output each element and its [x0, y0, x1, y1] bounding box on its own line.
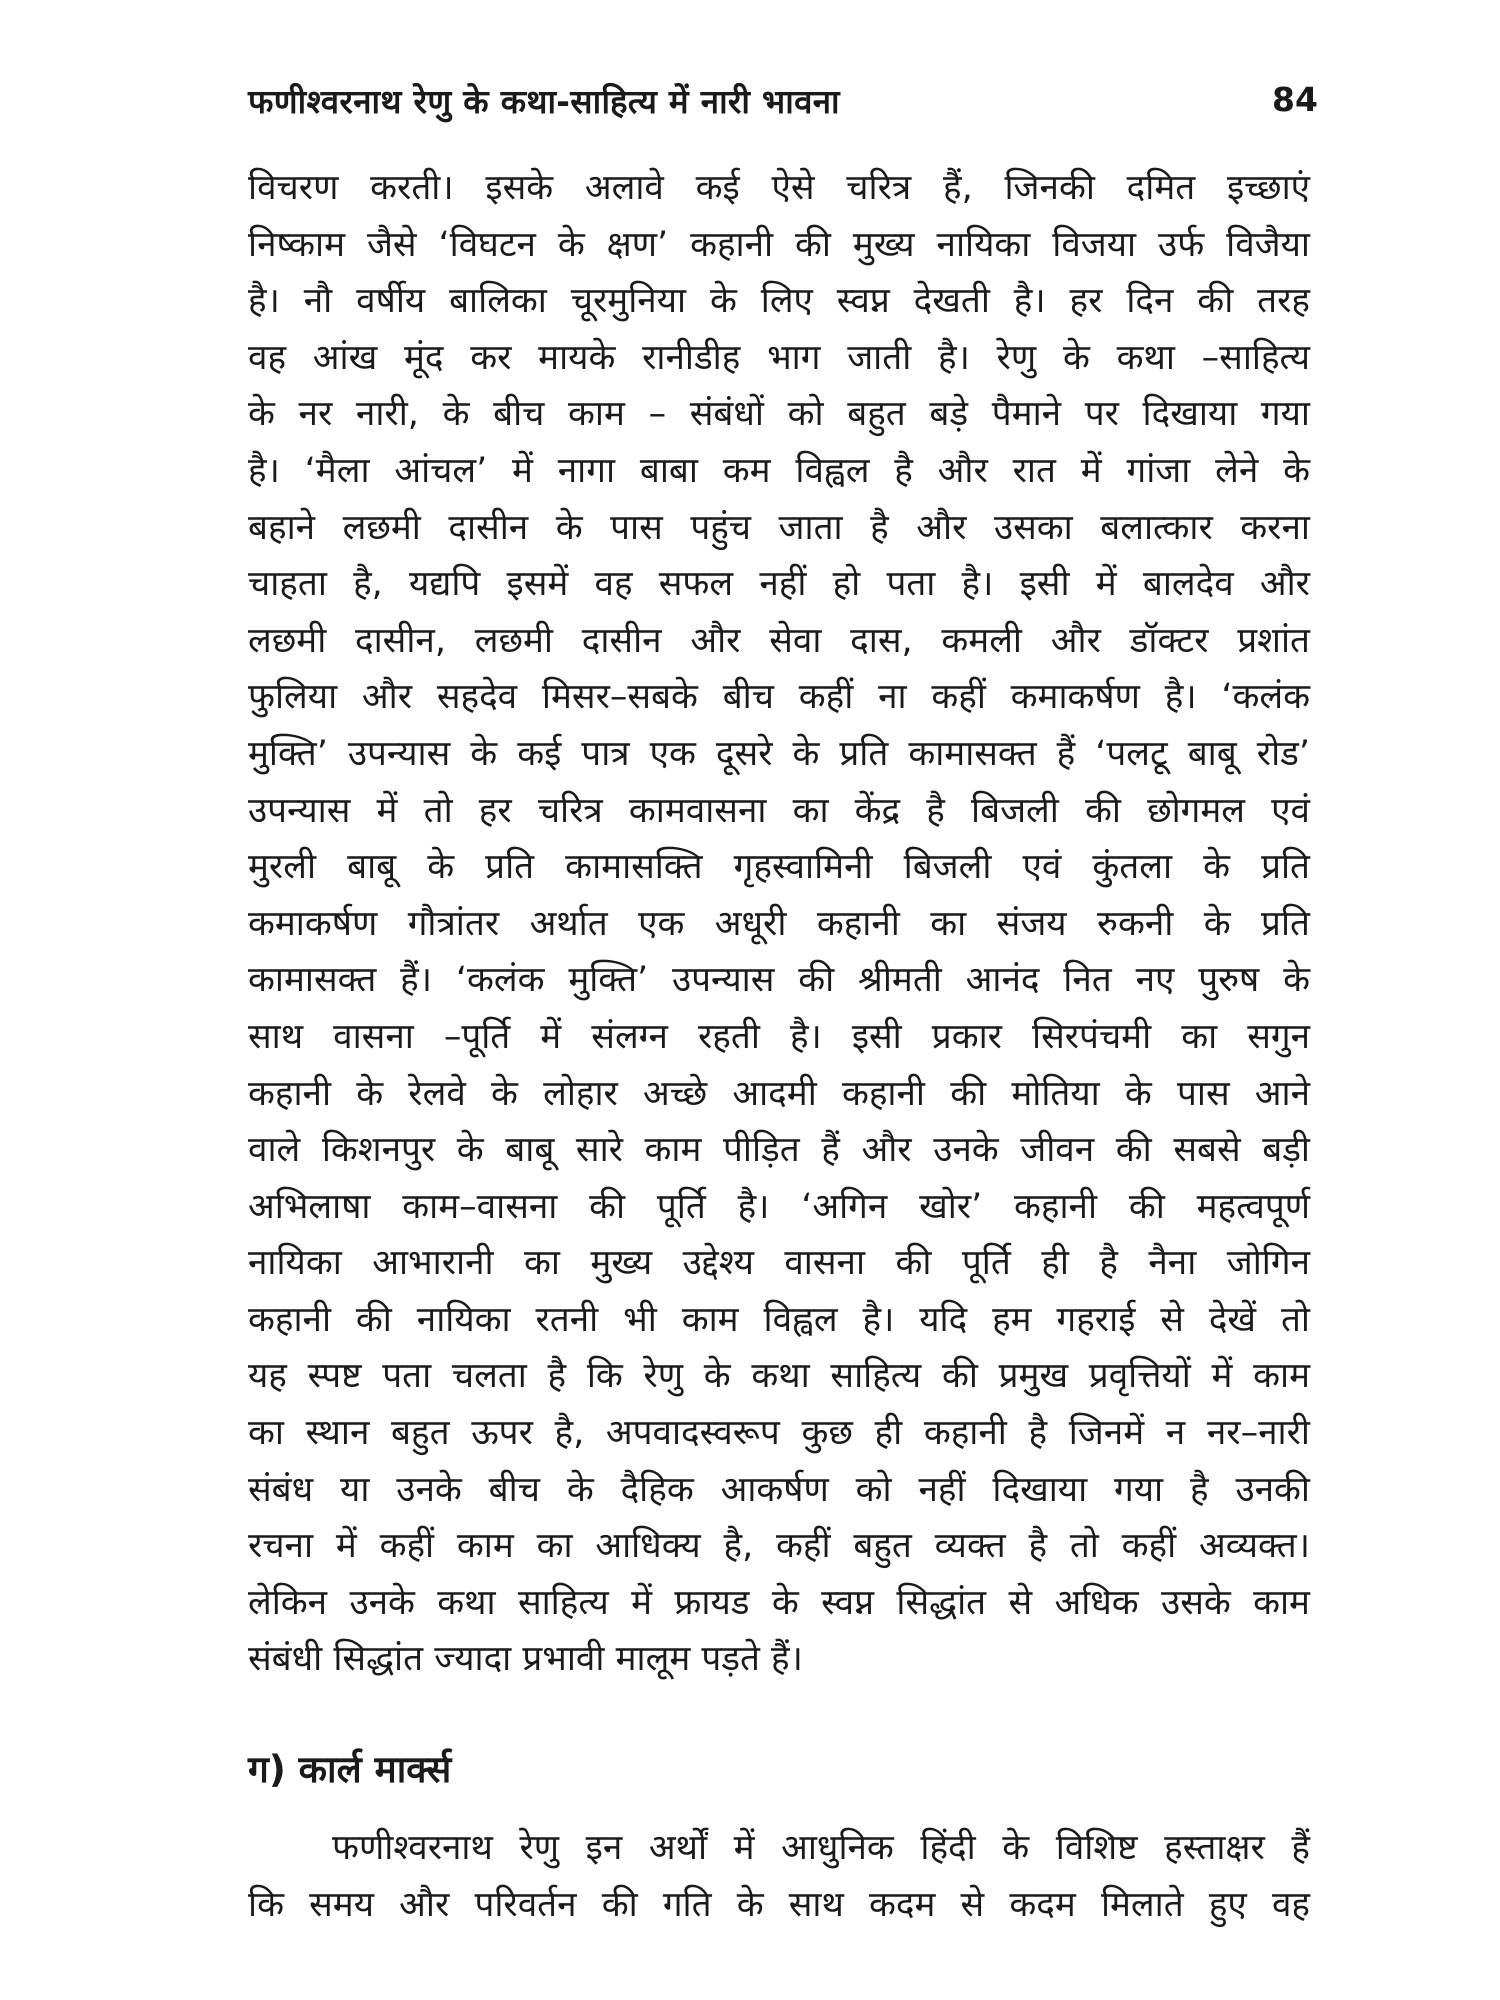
text-line: वाले किशनपुर के बाबू सारे काम पीड़ित हैं और उनके जीवन की सबसे बड़ी: [248, 1130, 1310, 1171]
text-line: उपन्यास में तो हर चरित्र कामवासना का केंद्र है बिजली की छोगमल एवं: [248, 790, 1310, 831]
text-line: कहानी के रेलवे के लोहार अच्छे आदमी कहानी की मोतिया के पास आने: [248, 1073, 1310, 1114]
text-line: फणीश्वरनाथ रेणु इन अर्थों में आधुनिक हिंदी के विशिष्ट हस्ताक्षर हैं: [332, 1828, 1310, 1868]
text-line: लेकिन उनके कथा साहित्य में फ्रायड के स्वप्न सिद्धांत से अधिक उसके काम: [248, 1582, 1310, 1623]
text-line: संबंधी सिद्धांत ज्यादा प्रभावी मालूम पड़ते हैं।: [248, 1639, 803, 1680]
section-heading: ग) कार्ल मार्क्स: [248, 1748, 452, 1791]
text-line: का स्थान बहुत ऊपर है, अपवादस्वरूप कुछ ही कहानी है जिनमें न नर–नारी: [248, 1413, 1310, 1454]
running-header-title: फणीश्वरनाथ रेणु के कथा-साहित्य में नारी भावना: [248, 82, 840, 121]
text-line: संबंध या उनके बीच के दैहिक आकर्षण को नहीं दिखाया गया है उनकी: [248, 1469, 1310, 1510]
text-line: नायिका आभारानी का मुख्य उद्देश्य वासना की पूर्ति ही है नैना जोगिन: [248, 1243, 1310, 1284]
text-line: यह स्पष्ट पता चलता है कि रेणु के कथा साहित्य की प्रमुख प्रवृत्तियों में काम: [248, 1356, 1310, 1397]
text-line: विचरण करती। इसके अलावे कई ऐसे चरित्र हैं, जिनकी दमित इच्छाएं: [248, 168, 1310, 208]
text-line: है। ‘मैला आंचल’ में नागा बाबा कम विह्वल है और रात में गांजा लेने के: [248, 450, 1310, 491]
text-line: अभिलाषा काम–वासना की पूर्ति है। ‘अगिन खोर’ कहानी की महत्वपूर्ण: [248, 1186, 1310, 1227]
text-line: वह आंख मूंद कर मायके रानीडीह भाग जाती है। रेणु के कथा –साहित्य: [248, 337, 1310, 378]
text-line: कमाकर्षण गौत्रांतर अर्थात एक अधूरी कहानी का संजय रुकनी के प्रति: [248, 903, 1310, 944]
text-line: साथ वासना –पूर्ति में संलग्न रहती है। इसी प्रकार सिरपंचमी का सगुन: [248, 1016, 1310, 1057]
text-line: कामासक्त हैं। ‘कलंक मुक्ति’ उपन्यास की श्रीमती आनंद नित नए पुरुष के: [248, 960, 1310, 1001]
text-line: है। नौ वर्षीय बालिका चूरमुनिया के लिए स्वप्न देखती है। हर दिन की तरह: [248, 281, 1310, 322]
text-line: निष्काम जैसे ‘विघटन के क्षण’ कहानी की मुख्य नायिका विजया उर्फ विजैया: [248, 224, 1310, 265]
text-line: कि समय और परिवर्तन की गति के साथ कदम से कदम मिलाते हुए वह: [248, 1884, 1310, 1925]
text-line: कहानी की नायिका रतनी भी काम विह्वल है। यदि हम गहराई से देखें तो: [248, 1299, 1310, 1340]
text-line: के नर नारी, के बीच काम – संबंधों को बहुत बड़े पैमाने पर दिखाया गया: [248, 394, 1310, 435]
text-line: मुरली बाबू के प्रति कामासक्ति गृहस्वामिनी बिजली एवं कुंतला के प्रति: [248, 847, 1310, 888]
text-line: फुलिया और सहदेव मिसर–सबके बीच कहीं ना कहीं कमाकर्षण है। ‘कलंक: [248, 677, 1310, 718]
text-line: बहाने लछमी दासीन के पास पहुंच जाता है और उसका बलात्कार करना: [248, 507, 1310, 548]
text-line: लछमी दासीन, लछमी दासीन और सेवा दास, कमली और डॉक्टर प्रशांत: [248, 620, 1310, 661]
page-number: 84: [1272, 80, 1318, 119]
text-line: मुक्ति’ उपन्यास के कई पात्र एक दूसरे के प्रति कामासक्त हैं ‘पलटू बाबू रोड’: [248, 733, 1310, 774]
body-paragraph: [248, 160, 1310, 1688]
text-line: चाहता है, यद्यपि इसमें वह सफल नहीं हो पता है। इसी में बालदेव और: [248, 564, 1310, 605]
section-paragraph: [248, 1820, 1310, 1933]
text-line: रचना में कहीं काम का आधिक्य है, कहीं बहुत व्यक्त है तो कहीं अव्यक्त।: [248, 1526, 1310, 1567]
